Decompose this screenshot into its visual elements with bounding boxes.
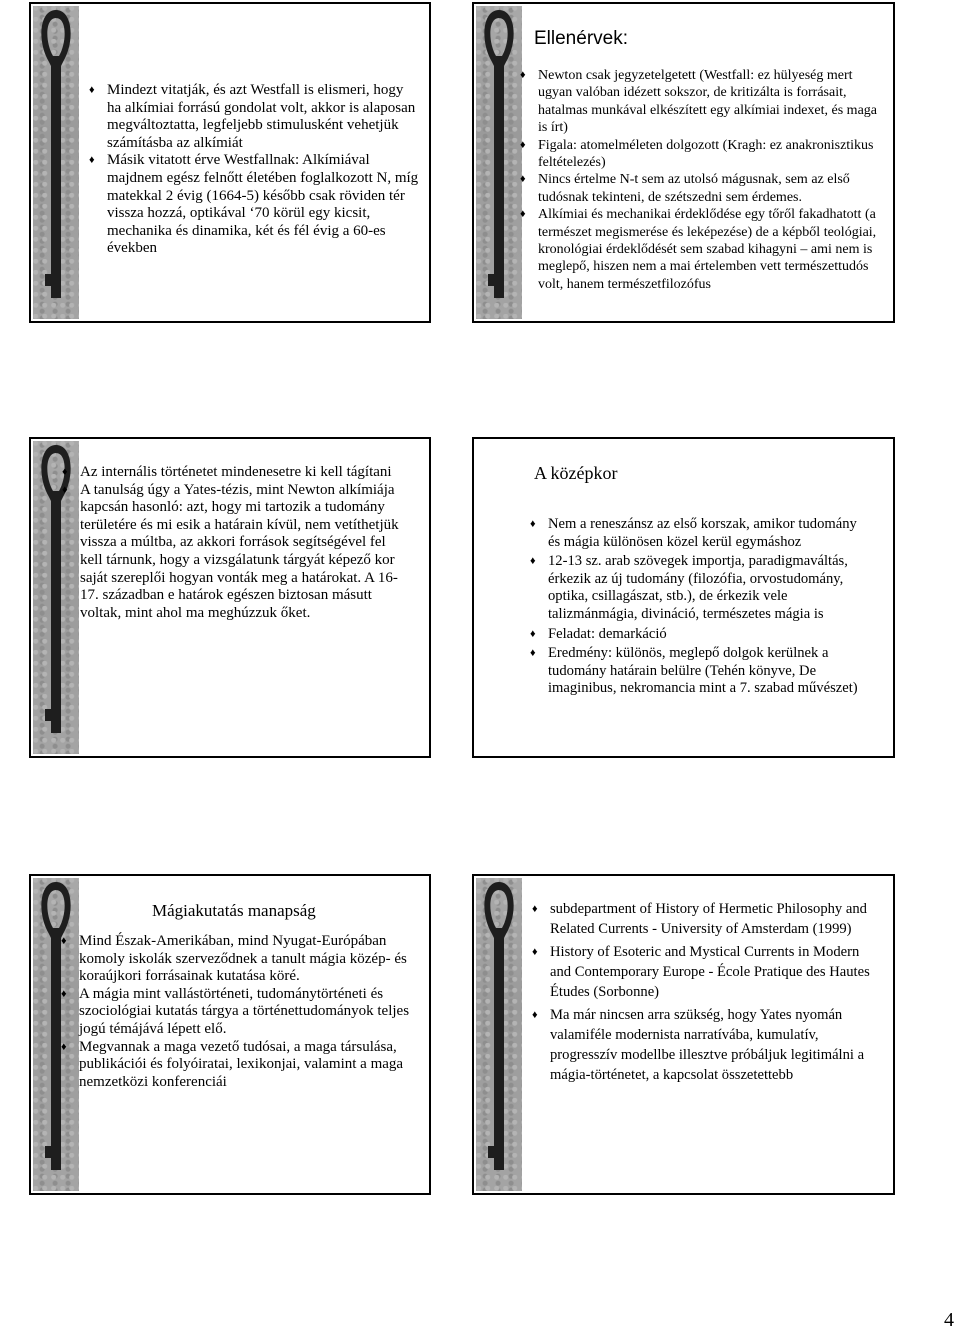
bullet-item: ♦ History of Esoteric and Mystical Currents in Modern and Contemporary Europe - École Pratique des Hautes Études (Sorbonne) xyxy=(532,942,882,1002)
bullet-item: ♦ Eredmény: különös, meglepő dolgok kerülnek a tudomány határain belülre (Tehén könyve, De imaginibus, nekromancia mint a 7. szabad művészet) xyxy=(530,645,870,698)
bullet-item: ♦ Az internális történetet mindenesetre ki kell tágítani xyxy=(62,464,402,482)
bullet-item: ♦ Megvannak a maga vezető tudósai, a maga társulása, publikációi és folyóiratai, lexikonjai, valamint a maga nemzetközi konferenciái xyxy=(61,1039,413,1092)
key-image xyxy=(476,878,522,1191)
slide-title: Ellenérvek: xyxy=(534,28,628,49)
bullet-item: ♦ A tanulság úgy a Yates-tézis, mint Newton alkímiája kapcsán hasonló: azt, hogy mi tartozik a tudomány területére és mi esik a határain kívül, nem vetíthetjük vissza a múltba, az akkori források segítségével fel kell tárnunk, hogy a vizsgálatunk tárgyát képező kor saját szereplői hogyan vonták meg a határokat. A 16-17. században e határok egészen biztosan másutt voltak, mint ahol ma meghúzzuk őket. xyxy=(62,482,402,623)
bullet-item: ♦ Másik vitatott érve Westfallnak: Alkímiával majdnem egész felnőtt életében foglalkozott N, míg matekkal 2 évig (1664-5) később csak röviden tér vissza hozzá, optikával ‘70 körül egy kicsit, mechanika és dinamika, két és fél évig a 60-es években xyxy=(89,152,419,258)
bullet-item: ♦ Nincs értelme N-t sem az utolsó mágusnak, sem az első tudósnak tekinteni, de szétszedni sem érdemes. xyxy=(520,171,888,206)
bullet-list xyxy=(530,516,870,698)
bullet-item: ♦ Ma már nincsen arra szükség, hogy Yates nyomán valamiféle modernista narratívába, kumulatív, progresszív modellbe illesztve próbáljuk legitimálni a mágia-történetet, a kapcsolat összetettebb xyxy=(532,1005,882,1085)
bullet-item: ♦ Alkímiai és mechanikai érdeklődése egy tőről fakadhatott (a természet megismerése és leképezése) de a képből teológiai, kronológiai érdeklődését sem szabad kihagyni – ami nem is meglepő, hiszen nem a mai értelemben vett természettudós volt, hanem természetfilozófus xyxy=(520,206,888,293)
bullet-item: ♦ Figala: atomelméleten dolgozott (Kragh: ez anakronisztikus feltételezés) xyxy=(520,137,888,172)
slide-1 xyxy=(29,2,431,323)
bullet-item: ♦ Mindezt vitatják, és azt Westfall is elismeri, hogy ha alkímiai forrású gondolat volt, akkor is alaposan megváltoztatta, legfeljebb stimulusként vehetjük számításba az alkímiát xyxy=(89,82,419,152)
bullet-list xyxy=(61,933,413,1091)
slide-title: A középkor xyxy=(534,463,618,483)
bullet-list xyxy=(520,67,888,293)
slide-title: Mágiakutatás manapság xyxy=(152,901,316,920)
bullet-item: ♦ Mind Észak-Amerikában, mind Nyugat-Európában komoly iskolák szerveződnek a tanult mágia közép- és koraújkori forrásainak kutatása köré. xyxy=(61,933,413,986)
bullet-item: ♦ subdepartment of History of Hermetic Philosophy and Related Currents - University of Amsterdam (1999) xyxy=(532,899,882,939)
page-number: 4 xyxy=(944,1309,954,1331)
key-image xyxy=(476,6,522,319)
bullet-text: 12-13 sz. arab szövegek importja, paradigmaváltás, érkezik az új tudomány (filozófia, orvostudomány, optika, csillagászat, stb.), de érkezik vele talizmánmágia, divináció, természetes mágia is xyxy=(548,553,848,622)
bullet-list xyxy=(89,82,419,258)
bullet-item: ♦ Feladat: demarkáció xyxy=(530,626,870,644)
bullet-item xyxy=(530,553,870,623)
bullet-item: ♦ A mágia mint vallástörténeti, tudománytörténeti és szociológiai kutatás tárgya a történettudományok teljes jogú témájává lépett elő. xyxy=(61,986,413,1039)
slide-5 xyxy=(29,874,431,1195)
slide-3 xyxy=(29,437,431,758)
key-image xyxy=(33,6,79,319)
slide-2 xyxy=(472,2,895,323)
bullet-list xyxy=(62,464,402,622)
bullet-item: ♦ Nem a reneszánsz az első korszak, amikor tudomány és mágia különösen közel kerül egymáshoz xyxy=(530,516,870,551)
slide-4 xyxy=(472,437,895,758)
bullet-item: ♦ Newton csak jegyzetelgetett (Westfall: ez hülyeség mert ugyan valóban idézett sokszor, de kritizálta is forrásait, hatalmas munkával elkészített egy alkímiai indexet, és maga is írt) xyxy=(520,67,888,137)
bullet-list xyxy=(532,899,882,1085)
slide-6 xyxy=(472,874,895,1195)
